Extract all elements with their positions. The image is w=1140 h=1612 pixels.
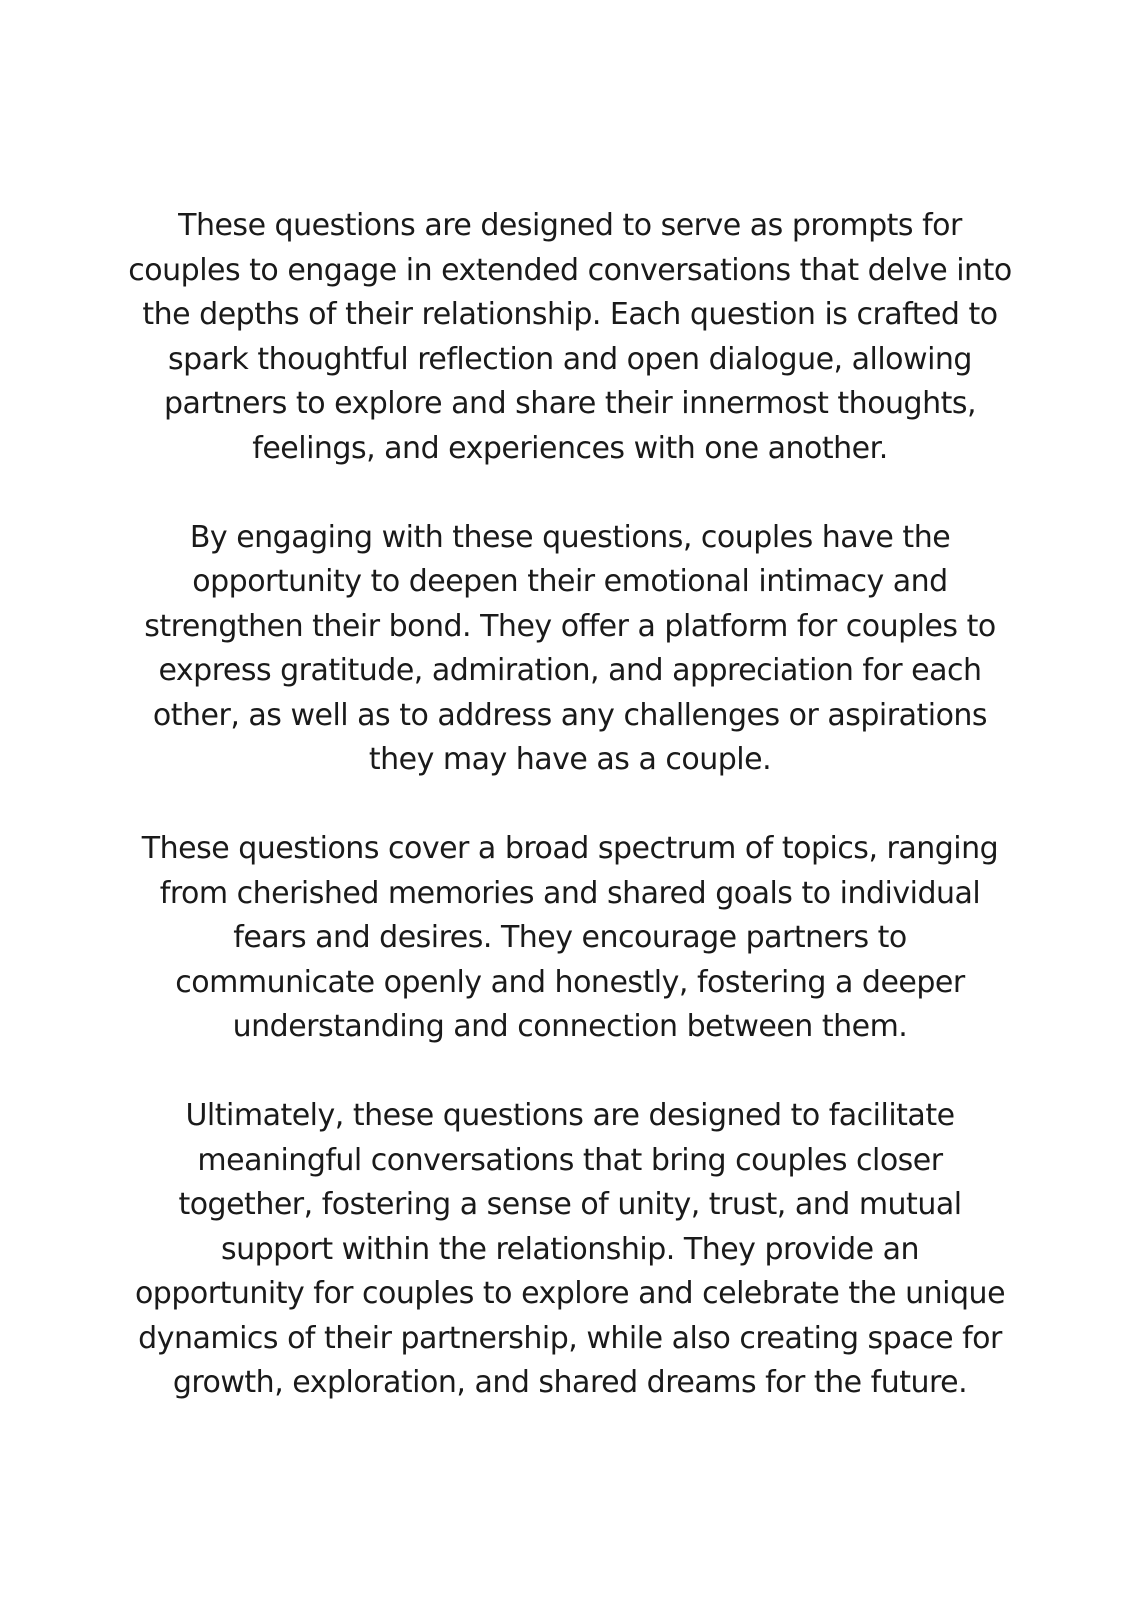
paragraph-conclusion [90, 1094, 1050, 1406]
paragraph-line: from cherished memories and shared goals to individual [159, 875, 981, 911]
paragraph-line: These questions are designed to serve as prompts for [178, 208, 962, 243]
paragraph-line: These questions cover a broad spectrum of topics, ranging [141, 831, 999, 866]
paragraph-line: express gratitude, admiration, and appreciation for each [158, 653, 982, 688]
paragraph-line: together, fostering a sense of unity, trust, and mutual [178, 1187, 962, 1222]
paragraph-line: By engaging with these questions, couples have the [189, 519, 951, 555]
paragraph-line: strengthen their bond. They offer a platform for couples to [144, 608, 996, 644]
paragraph-line: meaningful conversations that bring couples closer [197, 1142, 943, 1178]
paragraph-line: they may have as a couple. [368, 742, 772, 777]
paragraph-line: Ultimately, these questions are designed to facilitate [185, 1098, 955, 1133]
paragraph-line: spark thoughtful reflection and open dialogue, allowing [168, 341, 972, 377]
document-body [90, 204, 1050, 1406]
paragraph-line: other, as well as to address any challenges or aspirations [152, 697, 988, 733]
paragraph-line: communicate openly and honestly, fostering a deeper [175, 964, 965, 1000]
paragraph-line: fears and desires. They encourage partners to [233, 920, 907, 955]
paragraph-line: the depths of their relationship. Each question is crafted to [142, 297, 998, 332]
paragraph-topics [90, 827, 1050, 1050]
paragraph-benefits [90, 516, 1050, 783]
paragraph-line: understanding and connection between them. [232, 1009, 908, 1044]
paragraph-line: couples to engage in extended conversations that delve into [128, 252, 1012, 288]
paragraph-line: support within the relationship. They provide an [220, 1231, 920, 1267]
paragraph-line: partners to explore and share their innermost thoughts, [163, 386, 977, 421]
paragraph-line: dynamics of their partnership, while also creating space for [138, 1320, 1002, 1356]
paragraph-line: growth, exploration, and shared dreams for the future. [172, 1365, 968, 1400]
paragraph-line: opportunity to deepen their emotional intimacy and [192, 564, 948, 599]
paragraph-line: opportunity for couples to explore and celebrate the unique [134, 1276, 1006, 1311]
paragraph-intro [90, 204, 1050, 471]
paragraph-line: feelings, and experiences with one another. [252, 430, 888, 466]
